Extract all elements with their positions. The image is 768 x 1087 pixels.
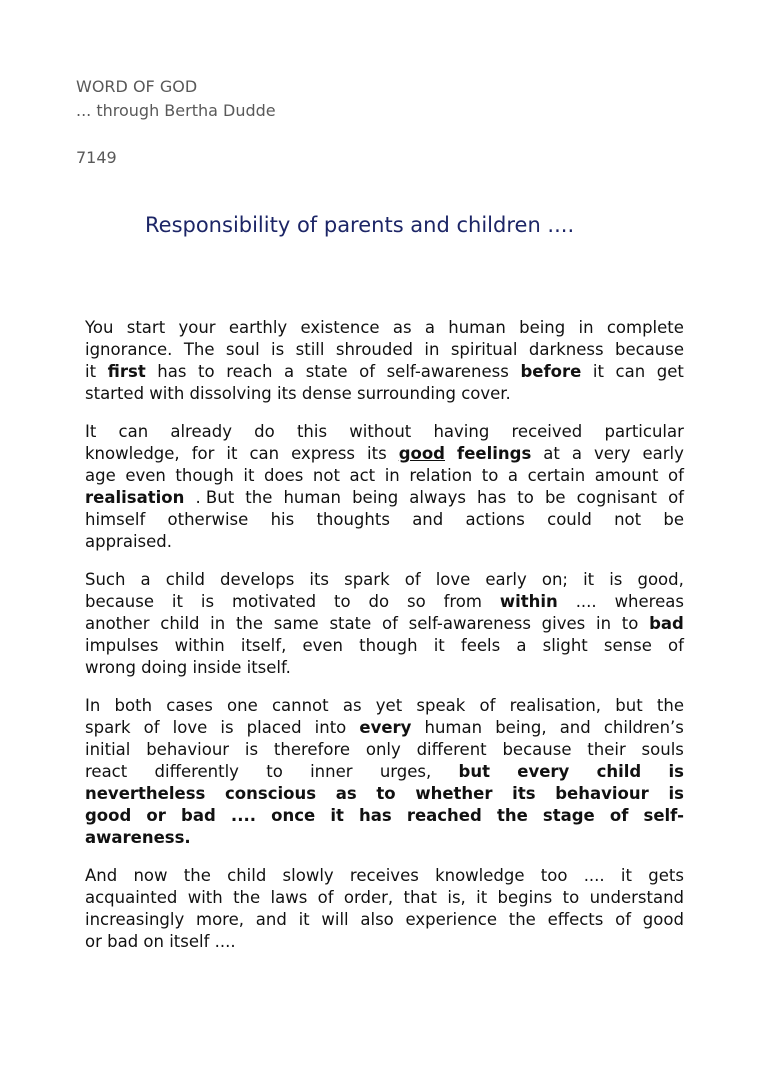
word: spark (344, 570, 390, 589)
word: realisation, (509, 696, 602, 715)
word: is (668, 784, 684, 803)
word: order, (343, 888, 394, 907)
paragraph (85, 569, 684, 679)
text-line (85, 827, 684, 849)
paragraph (85, 865, 684, 953)
word: a (507, 466, 519, 485)
word: its (309, 570, 330, 589)
word: initial (85, 740, 131, 759)
word: with (187, 888, 223, 907)
word: do (254, 422, 275, 441)
word: its (512, 784, 536, 803)
word: every (517, 762, 570, 781)
page-title: Responsibility of parents and children .... (145, 213, 575, 237)
word: conscious (225, 784, 317, 803)
word: knowledge (435, 866, 525, 885)
word: of (359, 362, 375, 381)
header-source-title: WORD OF GOD (76, 77, 198, 96)
word: whether (415, 784, 493, 803)
word: different (416, 740, 487, 759)
word: it (476, 888, 488, 907)
word: a (424, 318, 435, 337)
text-line (85, 739, 684, 761)
word: himself (85, 510, 146, 529)
word: the (235, 614, 264, 633)
word: that (403, 888, 438, 907)
word: in (384, 466, 400, 485)
word: from (443, 592, 482, 611)
word: of (143, 718, 160, 737)
word: same (273, 614, 319, 633)
word: is (609, 570, 623, 589)
word: spark (85, 718, 131, 737)
word: it (243, 466, 255, 485)
word: placed (246, 718, 302, 737)
word: being (352, 488, 399, 507)
word: child (227, 866, 267, 885)
word: as (335, 784, 357, 803)
text-line (85, 717, 684, 739)
word: Such (85, 570, 126, 589)
word: can (249, 444, 280, 463)
word: realisation (85, 488, 185, 507)
word: because (614, 340, 684, 359)
word: develops (220, 570, 295, 589)
word: love (172, 718, 208, 737)
word: itself, (240, 636, 287, 655)
word: so (406, 592, 426, 611)
word: experience (405, 910, 497, 929)
word: as (392, 318, 412, 337)
word: already (170, 422, 232, 441)
word: but (458, 762, 490, 781)
word: of (479, 696, 496, 715)
word: children’s (603, 718, 684, 737)
word: state (305, 362, 348, 381)
word: this (296, 422, 328, 441)
word: being (519, 318, 566, 337)
word: a (571, 444, 583, 463)
word: nevertheless (85, 784, 206, 803)
word: thoughts (316, 510, 390, 529)
word: more, (196, 910, 245, 929)
document-body (85, 317, 684, 969)
word: get (656, 362, 684, 381)
word: your (178, 318, 216, 337)
word: to (376, 784, 396, 803)
word: human (448, 318, 506, 337)
word: it (85, 362, 97, 381)
word: will (321, 910, 349, 929)
word: it (583, 570, 595, 589)
word: though (359, 636, 418, 655)
word: understand (589, 888, 684, 907)
word: has (477, 488, 507, 507)
word: once (271, 806, 316, 825)
word: into (314, 718, 347, 737)
word: one (227, 696, 258, 715)
word: not (312, 466, 340, 485)
word: even (302, 636, 343, 655)
word: .... (575, 592, 597, 611)
word: whereas (614, 592, 684, 611)
word: does (264, 466, 304, 485)
word: react (85, 762, 128, 781)
word: on; (541, 570, 568, 589)
text-line (85, 465, 684, 487)
word: be (544, 488, 566, 507)
word: in (595, 614, 612, 633)
word: child (160, 614, 200, 633)
word: of (317, 888, 334, 907)
word: to (621, 614, 639, 633)
word: yet (375, 696, 403, 715)
word: started with dissolving its dense surrounding cover. (85, 384, 511, 403)
word: darkness (528, 340, 604, 359)
text-line (85, 805, 684, 827)
word: in (210, 614, 226, 633)
word: feelings (457, 444, 532, 463)
text-line (85, 339, 684, 361)
word: is (668, 762, 684, 781)
word: is (220, 718, 234, 737)
word: their (587, 740, 626, 759)
word: of (609, 806, 629, 825)
word: a (284, 362, 295, 381)
text-line (85, 761, 684, 783)
word: of (668, 466, 684, 485)
word: existence (300, 318, 380, 337)
word: do (368, 592, 390, 611)
word: can (615, 362, 646, 381)
word: reach (226, 362, 273, 381)
word: every (359, 718, 412, 737)
word: to (334, 592, 351, 611)
text-line (85, 421, 684, 443)
word: to (481, 466, 499, 485)
word: bad (649, 614, 684, 633)
word: because (85, 592, 155, 611)
word: though (175, 466, 234, 485)
word: good (642, 910, 684, 929)
word: and (559, 718, 591, 737)
word: but (615, 696, 643, 715)
word: to (562, 888, 580, 907)
word: feels (460, 636, 501, 655)
word: both (114, 696, 153, 715)
text-line (85, 487, 684, 509)
word: therefore (273, 740, 351, 759)
word: is (200, 592, 215, 611)
word: without (349, 422, 412, 441)
word: earthly (228, 318, 288, 337)
word: shrouded (335, 340, 413, 359)
word: it (226, 444, 238, 463)
word: it (330, 806, 344, 825)
word: of (382, 614, 398, 633)
word: of (404, 570, 421, 589)
word: start (126, 318, 166, 337)
word: cases (166, 696, 213, 715)
word: because (502, 740, 572, 759)
text-line (85, 317, 684, 339)
word: it (433, 636, 445, 655)
word: love (435, 570, 471, 589)
word: act (349, 466, 376, 485)
word: speak (416, 696, 466, 715)
word: of (668, 488, 684, 507)
word: reached (406, 806, 482, 825)
word: it (620, 866, 632, 885)
word: of (668, 636, 684, 655)
word: the (233, 888, 261, 907)
word: to (266, 762, 283, 781)
word: otherwise (167, 510, 249, 529)
word: only (365, 740, 401, 759)
word: good (85, 806, 132, 825)
word: And (85, 866, 118, 885)
word: for (191, 444, 215, 463)
word: not (614, 510, 642, 529)
word: cognisant (576, 488, 657, 507)
word: in (578, 318, 594, 337)
word: has (157, 362, 187, 381)
word: is, (447, 888, 466, 907)
word: as (342, 696, 362, 715)
text-line (85, 783, 684, 805)
word: or bad on itself .... (85, 932, 236, 951)
word: to (198, 362, 215, 381)
word: child (165, 570, 205, 589)
word: early (485, 570, 527, 589)
word: self- (643, 806, 684, 825)
word: or (146, 806, 166, 825)
word: to (517, 488, 534, 507)
word: within (499, 592, 558, 611)
word: particular (604, 422, 684, 441)
text-line (85, 361, 684, 383)
text-line (85, 909, 684, 931)
word: be (663, 510, 684, 529)
word: motivated (231, 592, 317, 611)
paragraph (85, 317, 684, 405)
word: of (615, 910, 632, 929)
text-line (85, 383, 684, 405)
word: good, (637, 570, 684, 589)
word: slight (542, 636, 588, 655)
word: wrong doing inside itself. (85, 658, 291, 677)
word: it (171, 592, 183, 611)
text-line (85, 635, 684, 657)
word: first (107, 362, 146, 381)
word: could (547, 510, 592, 529)
word: . But (195, 488, 235, 507)
word: receives (349, 866, 419, 885)
word: always (409, 488, 466, 507)
word: differently (154, 762, 239, 781)
word: the (508, 910, 536, 929)
word: and (255, 910, 287, 929)
word: in (424, 340, 440, 359)
word: actions (465, 510, 525, 529)
word: his (270, 510, 295, 529)
word: amount (594, 466, 659, 485)
word: increasingly (85, 910, 185, 929)
word: souls (641, 740, 684, 759)
word: early (642, 444, 684, 463)
word: laws (270, 888, 308, 907)
paragraph (85, 421, 684, 553)
word: begins (497, 888, 553, 907)
header-source-author: ... through Bertha Dudde (76, 101, 276, 120)
word: certain (527, 466, 586, 485)
word: knowledge, (85, 444, 180, 463)
word: age (85, 466, 116, 485)
text-line (85, 695, 684, 717)
word: cannot (271, 696, 329, 715)
word: soul (225, 340, 260, 359)
text-line (85, 569, 684, 591)
word: at (543, 444, 560, 463)
word: the (496, 806, 528, 825)
word: a (140, 570, 151, 589)
word: human (283, 488, 341, 507)
message-number: 7149 (76, 148, 117, 167)
word: even (125, 466, 166, 485)
document-header (76, 75, 276, 170)
text-line (85, 531, 684, 553)
word: gets (648, 866, 684, 885)
word: complete (606, 318, 684, 337)
word: In (85, 696, 101, 715)
text-line (85, 887, 684, 909)
word: also (360, 910, 394, 929)
text-line (85, 931, 684, 953)
word: behaviour (146, 740, 230, 759)
word: within (174, 636, 225, 655)
word: received (511, 422, 583, 441)
word: it (298, 910, 310, 929)
word: urges, (379, 762, 432, 781)
word: is (271, 340, 285, 359)
word: effects (547, 910, 604, 929)
word: .... (230, 806, 256, 825)
word: being, (495, 718, 547, 737)
word: the (183, 866, 211, 885)
word: can (118, 422, 149, 441)
word: relation (409, 466, 473, 485)
word: the (656, 696, 684, 715)
word: and (412, 510, 444, 529)
word: child (596, 762, 642, 781)
paragraph (85, 695, 684, 849)
word: another (85, 614, 150, 633)
word: inner (310, 762, 353, 781)
text-line (85, 443, 684, 465)
text-line (85, 509, 684, 531)
word: has (358, 806, 392, 825)
text-line (85, 865, 684, 887)
word: having (433, 422, 490, 441)
word: the (245, 488, 273, 507)
word: it (592, 362, 604, 381)
word: stage (542, 806, 595, 825)
word: still (295, 340, 325, 359)
word: express (291, 444, 356, 463)
word: .... (583, 866, 605, 885)
word: too (540, 866, 568, 885)
word: awareness. (85, 828, 191, 847)
word: a (516, 636, 527, 655)
text-line (85, 591, 684, 613)
word: sense (603, 636, 652, 655)
word: slowly (282, 866, 334, 885)
word: appraised. (85, 532, 173, 551)
word: spiritual (450, 340, 518, 359)
word: state (329, 614, 372, 633)
word: very (594, 444, 631, 463)
word: gives (541, 614, 586, 633)
word: human (424, 718, 483, 737)
text-line (85, 613, 684, 635)
word: bad (181, 806, 216, 825)
word: is (244, 740, 259, 759)
word: its (367, 444, 387, 463)
word: self-awareness (408, 614, 531, 633)
word: behaviour (555, 784, 649, 803)
word: good (398, 444, 445, 463)
word: ignorance. (85, 340, 173, 359)
word: self-awareness (386, 362, 509, 381)
word: It (85, 422, 97, 441)
word: impulses (85, 636, 159, 655)
text-line (85, 657, 684, 679)
word: acquainted (85, 888, 178, 907)
word: now (133, 866, 168, 885)
word: The (183, 340, 215, 359)
word: You (85, 318, 114, 337)
word: before (520, 362, 582, 381)
